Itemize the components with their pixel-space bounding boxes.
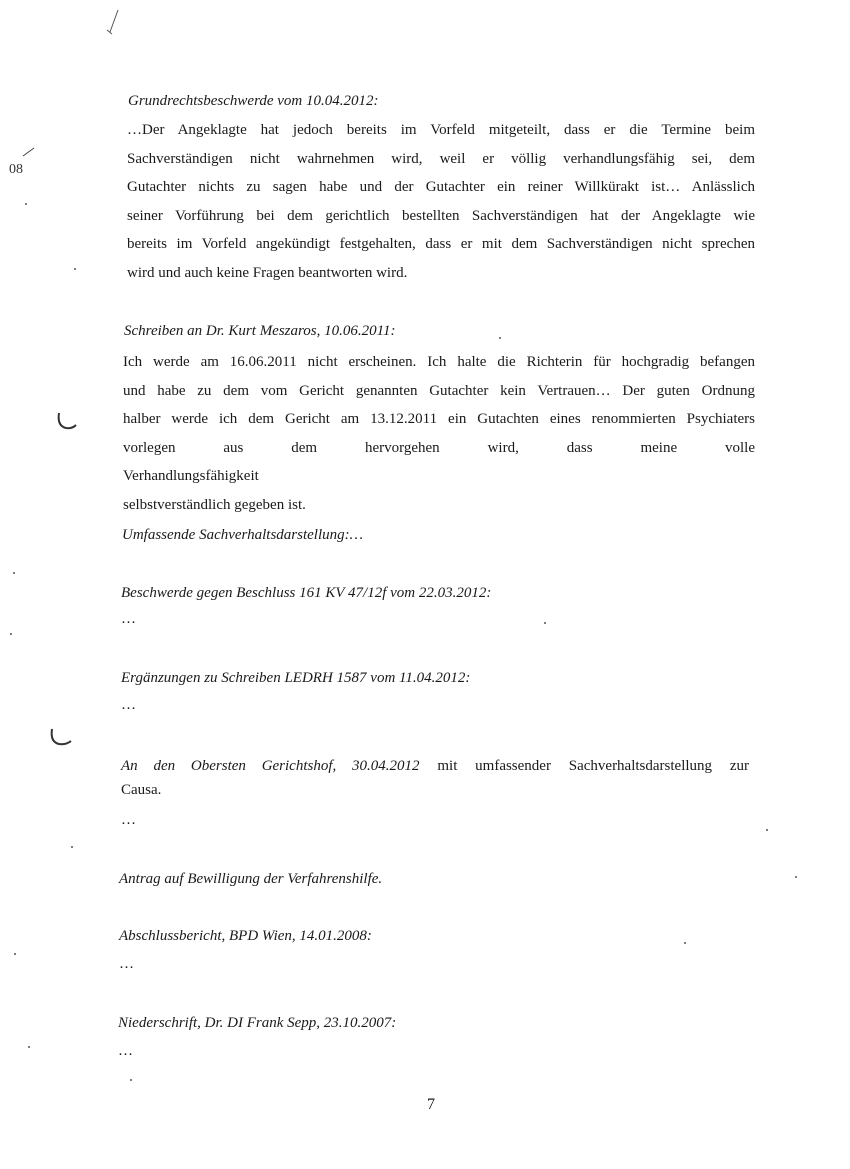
omission-ellipsis: … [121,812,136,828]
scan-speck [499,337,501,339]
section-heading-tail: mit umfassender Sachverhaltsdarstellung zur [419,758,749,774]
scan-speck [130,1079,132,1081]
omission-ellipsis: … [121,611,136,627]
section-heading: Abschlussbericht, BPD Wien, 14.01.2008: [119,928,372,944]
section-heading: Ergänzungen zu Schreiben LEDRH 1587 vom 11.04.2012: [121,670,471,686]
scan-speck [684,942,686,944]
scan-speck [795,876,797,878]
text-line: seiner Vorführung bei dem gerichtlich bestellten Sachverständigen hat der Angeklagte wie [127,207,755,224]
text-line: …Der Angeklagte hat jedoch bereits im Vorfeld mitgeteilt, dass er die Termine beim [127,122,755,138]
text-line: wird und auch keine Fragen beantworten wird. [127,264,408,281]
text-line: und habe zu dem vom Gericht genannten Gutachter kein Vertrauen… Der guten Ordnung [123,382,755,399]
omission-ellipsis: … [119,956,134,972]
text-line: Sachverständigen nicht wahrnehmen wird, weil er völlig verhandlungsfähig sei, dem [127,150,755,167]
section-heading: Schreiben an Dr. Kurt Meszaros, 10.06.2011: [124,323,396,339]
section-quote [127,116,755,288]
omission-ellipsis: … [121,697,136,713]
binder-hole-mark-2 [46,726,74,748]
scan-mark-left-1 [20,146,36,160]
section-heading: Niederschrift, Dr. DI Frank Sepp, 23.10.2007: [118,1015,397,1031]
scan-speck [71,846,73,848]
section-heading: Beschwerde gegen Beschluss 161 KV 47/12f vom 22.03.2012: [121,585,492,601]
scan-speck [25,203,27,205]
text-line: halber werde ich dem Gericht am 13.12.2011 ein Gutachten eines renommierten Psychiaters [123,411,755,428]
scan-speck [10,633,12,635]
omission-ellipsis: … [118,1043,133,1059]
text-line: bereits im Vorfeld angekündigt festgehalten, dass er mit dem Sachverständigen nicht sprechen [127,236,755,253]
binder-hole-mark-1 [54,410,80,432]
text-line: Gutachter nichts zu sagen habe und der Gutachter ein reiner Willkürakt ist… Anlässlich [127,179,755,196]
margin-label: 08 [9,162,23,177]
section-heading: An den Obersten Gerichtshof, 30.04.2012 [121,758,420,774]
scan-speck [13,572,15,574]
section-heading: Grundrechtsbeschwerde vom 10.04.2012: [128,93,379,109]
scan-speck [14,953,16,955]
section-quote [123,348,755,520]
text-line: vorlegen aus dem hervorgehen wird, dass meine volle Verhandlungsfähigkeit [123,439,755,485]
text-line: Ich werde am 16.06.2011 nicht erscheinen. Ich halte die Richterin für hochgradig befangen [123,354,755,370]
scan-speck [544,622,546,624]
scan-speck [766,829,768,831]
text-line: selbstverständlich gegeben ist. [123,496,306,513]
scan-mark-top [104,8,124,36]
page-number: 7 [427,1096,435,1113]
section-heading: Antrag auf Bewilligung der Verfahrenshilfe. [119,871,383,887]
scan-speck [74,268,76,270]
scan-speck [28,1046,30,1048]
section-heading: Umfassende Sachverhaltsdarstellung:… [122,527,363,543]
section-heading-line [121,752,749,780]
continuation-text: Causa. [121,782,162,798]
